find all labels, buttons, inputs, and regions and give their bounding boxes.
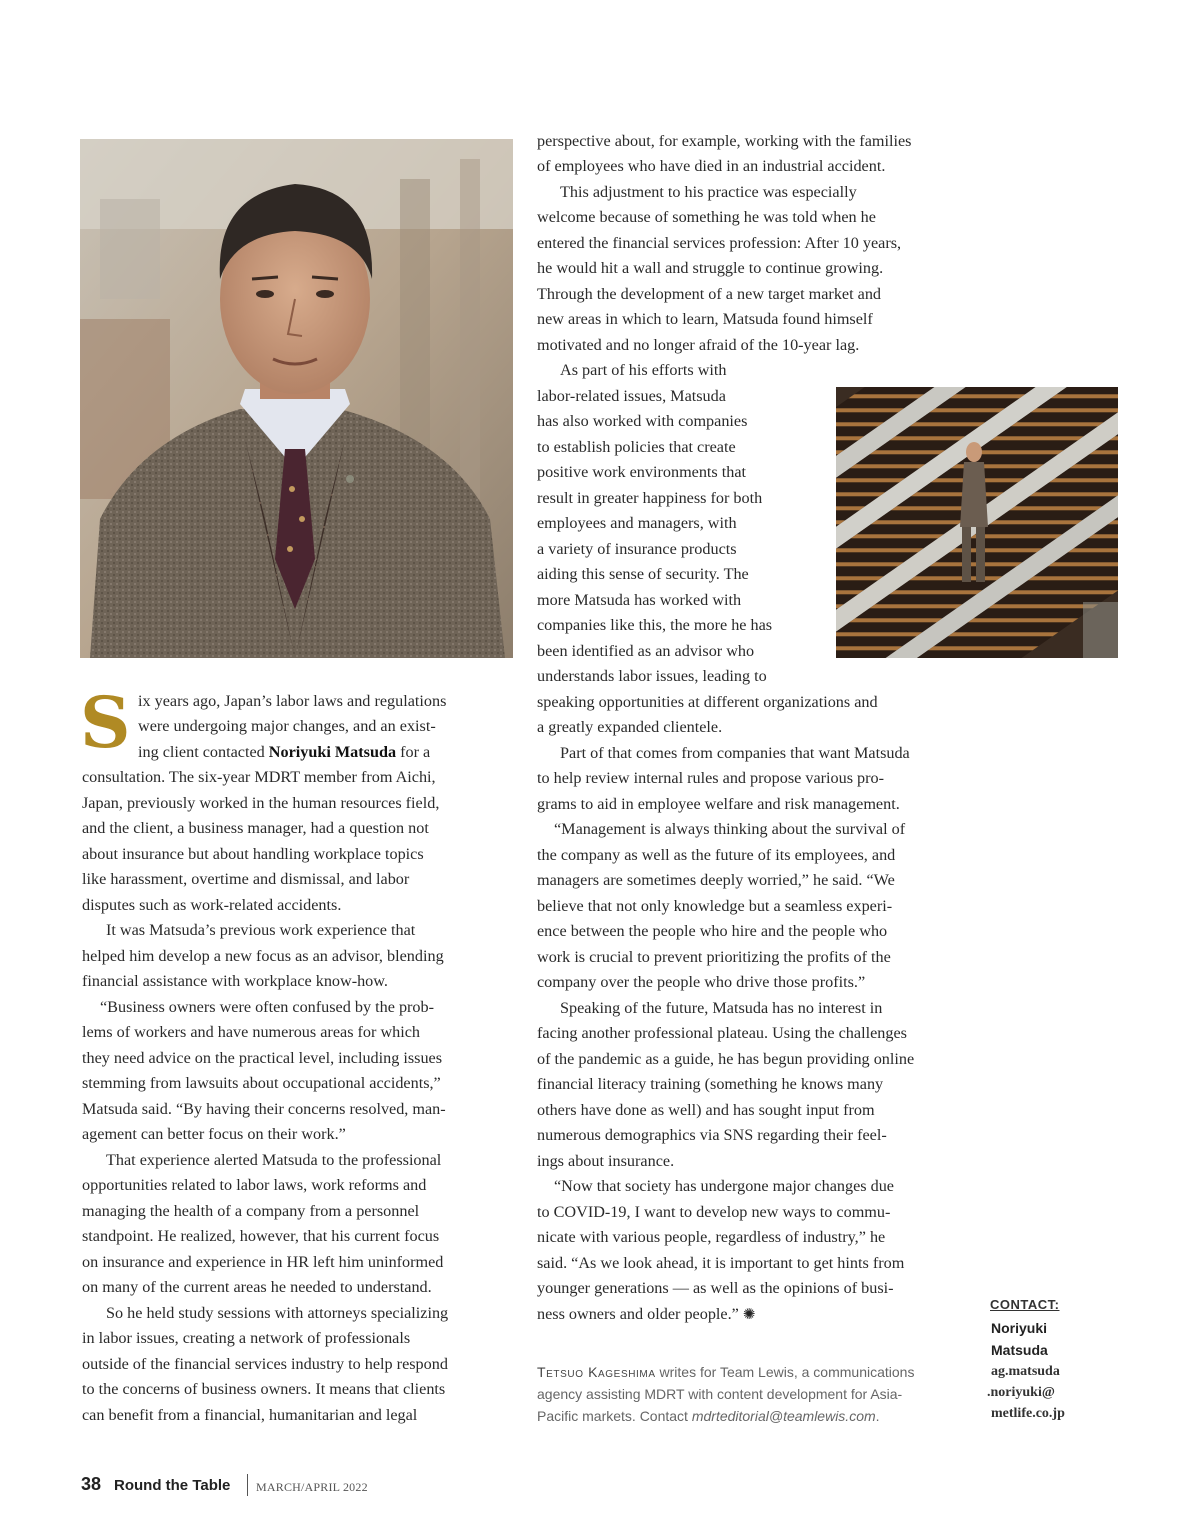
portrait-photo <box>80 139 513 658</box>
col2-text: ness owners and older people.” <box>537 1305 743 1323</box>
page-number: 38 <box>81 1474 102 1494</box>
author-email[interactable]: mdrteditorial@teamlewis.com <box>691 1408 876 1424</box>
footer-divider <box>247 1474 248 1496</box>
col1-line: So he held study sessions with attorneys specializing <box>106 1304 449 1322</box>
col2-line: of employees who have died in an industrial accident. <box>537 157 886 175</box>
col2-line: younger generations — as well as the opinions of busi- <box>537 1279 894 1297</box>
col2-line: Speaking of the future, Matsuda has no interest in <box>560 999 883 1017</box>
col1-line: in labor issues, creating a network of professionals <box>82 1329 411 1347</box>
col2-line: company over the people who drive those profits.” <box>537 973 866 991</box>
col2-line: “Management is always thinking about the survival of <box>554 820 906 838</box>
col2-line: managers are sometimes deeply worried,” he said. “We <box>537 871 895 889</box>
col2-line: he would hit a wall and struggle to continue growing. <box>537 259 884 277</box>
author-name: Tetsuo Kageshima <box>537 1364 656 1380</box>
col1-line: on many of the current areas he needed to understand. <box>82 1278 432 1296</box>
col1-line: That experience alerted Matsuda to the professional <box>106 1151 442 1169</box>
col1-line: and the client, a business manager, had a question not <box>82 819 429 837</box>
col2-line: a variety of insurance products <box>537 540 737 558</box>
col2-line: nicate with various people, regardless of industry,” he <box>537 1228 886 1246</box>
col2-line: numerous demographics via SNS regarding their feel- <box>537 1126 887 1144</box>
col2-line: “Now that society has undergone major changes due <box>554 1177 894 1195</box>
contact-name: Noriyuki <box>991 1320 1048 1336</box>
col2-line: more Matsuda has worked with <box>537 591 742 609</box>
col2-line: of the pandemic as a guide, he has begun providing online <box>537 1050 915 1068</box>
col1-text: for a <box>396 743 431 761</box>
col2-line: been identified as an advisor who <box>537 642 755 660</box>
col1-line: Japan, previously worked in the human resources field, <box>82 794 440 812</box>
col1-text: ing client contacted <box>138 743 269 761</box>
col2-line: As part of his efforts with <box>560 361 727 379</box>
col2-line: new areas in which to learn, Matsuda found himself <box>537 310 873 328</box>
col1-line: helped him develop a new focus as an advisor, blending <box>82 947 444 965</box>
end-mark-icon: ✺ <box>742 1307 756 1323</box>
col2-line: perspective about, for example, working with the families <box>537 132 912 150</box>
col2-line: ings about insurance. <box>537 1152 675 1170</box>
bio-line <box>537 1405 880 1427</box>
col1-line: like harassment, overtime and dismissal, and labor <box>82 870 410 888</box>
magazine-name: Round the Table <box>114 1477 231 1494</box>
col2-line: This adjustment to his practice was especially <box>560 183 857 201</box>
col2-line: a greatly expanded clientele. <box>537 718 723 736</box>
col1-line: standpoint. He realized, however, that his current focus <box>82 1227 440 1245</box>
col2-line: aiding this sense of security. The <box>537 565 749 583</box>
contact-label: CONTACT: <box>990 1297 1060 1312</box>
col1-line: managing the health of a company from a personnel <box>82 1202 420 1220</box>
col2-line: to COVID-19, I want to develop new ways to commu- <box>537 1203 891 1221</box>
col2-line: facing another professional plateau. Using the challenges <box>537 1024 907 1042</box>
subject-name: Noriyuki Matsuda <box>268 743 397 761</box>
col2-line: labor-related issues, Matsuda <box>537 387 726 405</box>
col1-line <box>138 740 430 766</box>
col1-line: Matsuda said. “By having their concerns resolved, man- <box>82 1100 446 1118</box>
issue-date: MARCH/APRIL 2022 <box>256 1480 368 1494</box>
col2-line: work is crucial to prevent prioritizing the profits of the <box>537 948 891 966</box>
col2-line: Part of that comes from companies that want Matsuda <box>560 744 910 762</box>
col1-line: “Business owners were often confused by the prob- <box>100 998 435 1016</box>
col1-line: outside of the financial services industry to help respond <box>82 1355 448 1373</box>
col1-line: It was Matsuda’s previous work experience that <box>106 921 416 939</box>
contact-email[interactable]: metlife.co.jp <box>991 1406 1065 1421</box>
col2-line: grams to aid in employee welfare and risk management. <box>537 795 900 813</box>
portrait-photo-graphic <box>80 139 513 658</box>
col1-line: agement can better focus on their work.” <box>82 1125 346 1143</box>
bio-text: writes for Team Lewis, a communications <box>655 1364 915 1380</box>
col2-line: welcome because of something he was told when he <box>537 208 876 226</box>
col2-line: to establish policies that create <box>537 438 736 456</box>
drop-cap: S <box>80 681 131 764</box>
col2-line: employees and managers, with <box>537 514 737 532</box>
col1-line: disputes such as work-related accidents. <box>82 896 342 914</box>
col1-line: they need advice on the practical level, including issues <box>82 1049 443 1067</box>
col1-line: opportunities related to labor laws, work reforms and <box>82 1176 427 1194</box>
col1-line: ix years ago, Japan’s labor laws and regulations <box>138 692 447 710</box>
col2-line: Through the development of a new target market and <box>537 285 882 303</box>
escalator-photo <box>836 387 1118 658</box>
col2-line: understands labor issues, leading to <box>537 667 767 685</box>
col1-line: were undergoing major changes, and an exist- <box>138 717 436 735</box>
col2-line: others have done as well) and has sought input from <box>537 1101 875 1119</box>
col1-line: lems of workers and have numerous areas for which <box>82 1023 421 1041</box>
col2-line: positive work environments that <box>537 463 747 481</box>
col1-line: consultation. The six-year MDRT member from Aichi, <box>82 768 436 786</box>
col2-line: speaking opportunities at different organizations and <box>537 693 878 711</box>
bio-text: . <box>875 1408 880 1424</box>
col2-line: entered the financial services profession: After 10 years, <box>537 234 902 252</box>
col2-line: ence between the people who hire and the people who <box>537 922 888 940</box>
col2-line <box>537 1302 755 1329</box>
bio-line <box>537 1361 914 1383</box>
contact-email[interactable]: ag.matsuda <box>991 1364 1060 1379</box>
contact-name: Matsuda <box>991 1342 1048 1358</box>
col1-line: to the concerns of business owners. It means that clients <box>82 1380 446 1398</box>
col2-line: to help review internal rules and propose various pro- <box>537 769 885 787</box>
col2-line: said. “As we look ahead, it is important to get hints from <box>537 1254 905 1272</box>
bio-text: Pacific markets. Contact <box>537 1408 692 1424</box>
col1-line: stemming from lawsuits about occupational accidents,” <box>82 1074 441 1092</box>
bio-line: agency assisting MDRT with content development for Asia- <box>537 1386 903 1402</box>
escalator-photo-graphic <box>836 387 1118 658</box>
col1-line: on insurance and experience in HR left him uninformed <box>82 1253 444 1271</box>
col1-line: about insurance but about handling workplace topics <box>82 845 424 863</box>
col2-line: has also worked with companies <box>537 412 748 430</box>
col2-line: motivated and no longer afraid of the 10-year lag. <box>537 336 860 354</box>
contact-email[interactable]: .noriyuki@ <box>987 1385 1055 1400</box>
col2-line: the company as well as the future of its employees, and <box>537 846 896 864</box>
col1-line: can benefit from a financial, humanitarian and legal <box>82 1406 418 1424</box>
col2-line: believe that not only knowledge but a seamless experi- <box>537 897 893 915</box>
col1-line: financial assistance with workplace know-how. <box>82 972 388 990</box>
col2-line: financial literacy training (something he knows many <box>537 1075 884 1093</box>
col2-line: companies like this, the more he has <box>537 616 773 634</box>
col2-line: result in greater happiness for both <box>537 489 763 507</box>
